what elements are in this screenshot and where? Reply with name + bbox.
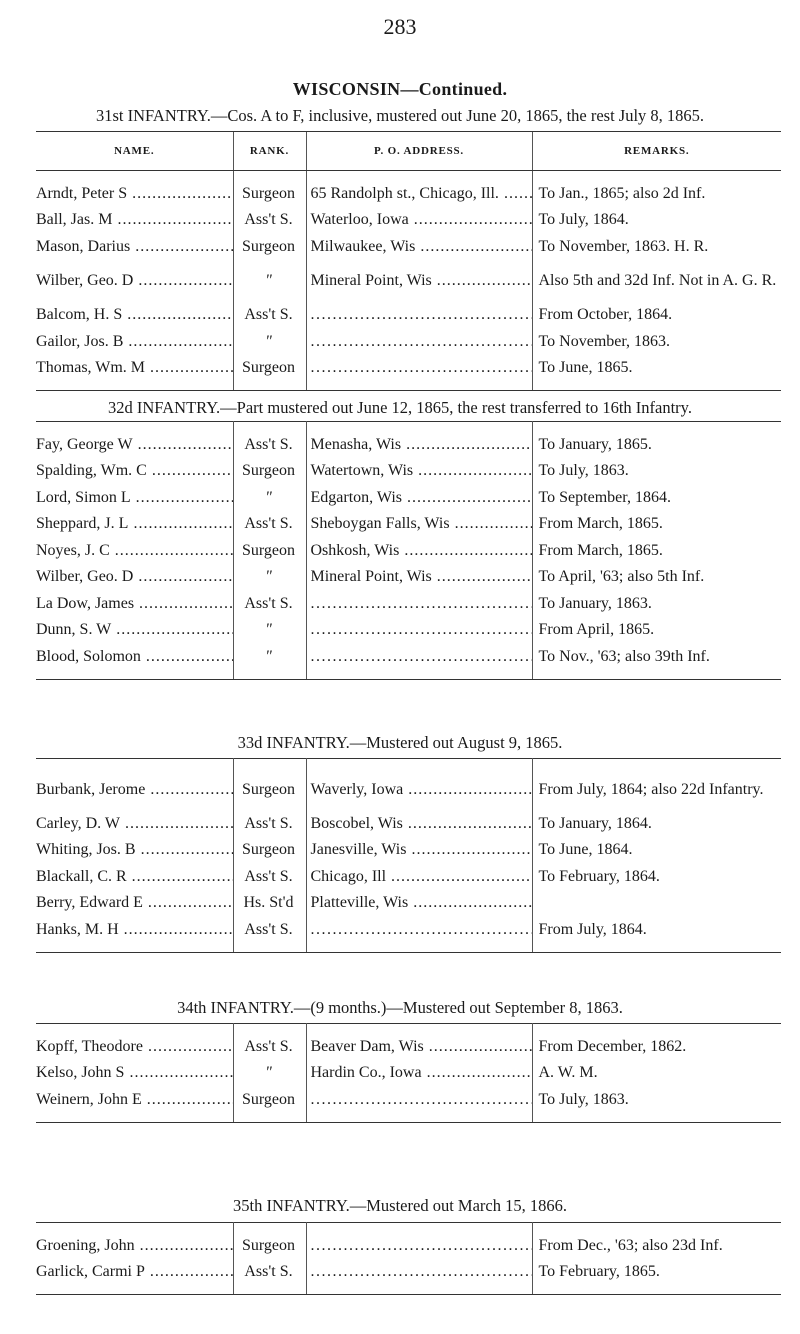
table-row xyxy=(36,356,781,391)
name-text: Mason, Darius ..... xyxy=(36,238,233,255)
name-text: Groening, John ..... xyxy=(36,1237,233,1254)
address-text: Chicago, Ill ..... xyxy=(311,868,533,885)
rank-cell: Ass't S. xyxy=(233,208,306,235)
name-cell xyxy=(36,618,233,645)
table-row xyxy=(36,565,781,592)
name-cell xyxy=(36,1087,233,1122)
name-cell xyxy=(36,1260,233,1295)
address-cell xyxy=(306,171,532,208)
rank-cell: Surgeon xyxy=(233,538,306,565)
remarks-cell: From Dec., '63; also 23d Inf. xyxy=(532,1223,781,1260)
remarks-cell: From October, 1864. xyxy=(532,303,781,330)
remarks-cell: To June, 1864. xyxy=(532,838,781,865)
name-cell xyxy=(36,759,233,812)
address-cell xyxy=(306,591,532,618)
remarks-cell: To July, 1864. xyxy=(532,208,781,235)
address-text: Mineral Point, Wis ..... xyxy=(311,272,533,289)
address-text: Beaver Dam, Wis ..... xyxy=(311,1038,533,1055)
remarks-cell: To July, 1863. xyxy=(532,459,781,486)
table-row xyxy=(36,1087,781,1122)
remarks-cell xyxy=(532,891,781,918)
address-cell xyxy=(306,917,532,952)
table-row xyxy=(36,459,781,486)
name-text: Sheppard, J. L ..... xyxy=(36,515,233,532)
remarks-cell: To June, 1865. xyxy=(532,356,781,391)
section-caption: 35th INFANTRY.—Mustered out March 15, 1866. xyxy=(233,1196,567,1215)
rank-cell: Surgeon xyxy=(233,459,306,486)
address-cell xyxy=(306,891,532,918)
name-text: Berry, Edward E ..... xyxy=(36,894,233,911)
table-row xyxy=(36,1061,781,1088)
remarks-cell: To February, 1865. xyxy=(532,1260,781,1295)
name-text: Wilber, Geo. D ..... xyxy=(36,272,233,289)
address-text: Waterloo, Iowa ..... xyxy=(311,211,533,228)
name-text: Kopff, Theodore ..... xyxy=(36,1038,233,1055)
rank-cell: " xyxy=(233,618,306,645)
remarks-cell: To September, 1864. xyxy=(532,485,781,512)
address-cell xyxy=(306,234,532,261)
name-text: Carley, D. W ..... xyxy=(36,815,233,832)
table-row xyxy=(36,1260,781,1295)
address-cell xyxy=(306,459,532,486)
name-cell xyxy=(36,864,233,891)
column-header-remarks: REMARKS. xyxy=(532,132,781,171)
name-cell xyxy=(36,838,233,865)
name-cell xyxy=(36,261,233,303)
address-cell xyxy=(306,485,532,512)
rank-cell: Surgeon xyxy=(233,838,306,865)
column-header-name: NAME. xyxy=(36,132,233,171)
name-text: Thomas, Wm. M ..... xyxy=(36,359,233,376)
name-cell xyxy=(36,1061,233,1088)
address-text: Menasha, Wis ..... xyxy=(311,436,533,453)
table-row xyxy=(36,1223,781,1260)
address-cell xyxy=(306,864,532,891)
section-caption: 31st INFANTRY.—Cos. A to F, inclusive, mustered out June 20, 1865, the rest July 8, 1865. xyxy=(95,106,705,125)
table-row xyxy=(36,538,781,565)
roster-table xyxy=(36,758,781,953)
address-cell xyxy=(306,838,532,865)
page-number: 283 xyxy=(383,14,417,39)
name-cell xyxy=(36,512,233,539)
name-text: La Dow, James ..... xyxy=(36,595,233,612)
table-row xyxy=(36,917,781,952)
address-text: Waverly, Iowa ..... xyxy=(311,781,533,798)
table-row xyxy=(36,644,781,679)
remarks-cell: To February, 1864. xyxy=(532,864,781,891)
name-text: Noyes, J. C ..... xyxy=(36,542,233,559)
roster-table xyxy=(36,1222,781,1295)
name-text: Blackall, C. R ..... xyxy=(36,868,233,885)
name-text: Garlick, Carmi P ..... xyxy=(36,1263,233,1280)
address-cell xyxy=(306,261,532,303)
name-cell xyxy=(36,208,233,235)
name-cell xyxy=(36,917,233,952)
name-text: Hanks, M. H ..... xyxy=(36,921,233,938)
remarks-cell: From March, 1865. xyxy=(532,538,781,565)
name-text: Lord, Simon L ..... xyxy=(36,489,233,506)
name-cell xyxy=(36,1223,233,1260)
table-row xyxy=(36,261,781,303)
address-cell xyxy=(306,618,532,645)
name-cell xyxy=(36,538,233,565)
rank-cell: Ass't S. xyxy=(233,1024,306,1061)
section-caption: 32d INFANTRY.—Part mustered out June 12, 1865, the rest transferred to 16th Infantry. xyxy=(108,398,692,417)
name-text: Gailor, Jos. B ..... xyxy=(36,333,233,350)
address-cell xyxy=(306,356,532,391)
name-text: Whiting, Jos. B ..... xyxy=(36,841,233,858)
remarks-cell: From December, 1862. xyxy=(532,1024,781,1061)
section-caption: 33d INFANTRY.—Mustered out August 9, 1865. xyxy=(237,733,563,752)
table-row xyxy=(36,591,781,618)
address-text: Janesville, Wis ..... xyxy=(311,841,533,858)
name-text: Dunn, S. W ..... xyxy=(36,621,233,638)
table-row xyxy=(36,171,781,208)
name-cell xyxy=(36,644,233,679)
name-text: Balcom, H. S ..... xyxy=(36,306,233,323)
address-text: 65 Randolph st., Chicago, Ill. ..... xyxy=(311,185,533,202)
address-text: Sheboygan Falls, Wis ..... xyxy=(311,515,533,532)
name-cell xyxy=(36,565,233,592)
rank-cell: Ass't S. xyxy=(233,303,306,330)
page-heading: WISCONSIN—Continued. xyxy=(292,79,508,99)
remarks-cell: Also 5th and 32d Inf. Not in A. G. R. xyxy=(532,261,781,303)
name-text: Kelso, John S ..... xyxy=(36,1064,233,1081)
address-text: Oshkosh, Wis ..... xyxy=(311,542,533,559)
rank-cell: Ass't S. xyxy=(233,864,306,891)
name-cell xyxy=(36,459,233,486)
rank-cell: " xyxy=(233,261,306,303)
remarks-cell: From March, 1865. xyxy=(532,512,781,539)
address-cell xyxy=(306,565,532,592)
address-cell xyxy=(306,208,532,235)
address-cell xyxy=(306,1087,532,1122)
remarks-cell: To November, 1863. xyxy=(532,329,781,356)
address-text: Watertown, Wis ..... xyxy=(311,462,533,479)
table-row xyxy=(36,759,781,812)
rank-cell: Ass't S. xyxy=(233,591,306,618)
roster-table xyxy=(36,131,781,391)
table-header-row xyxy=(36,132,781,171)
rank-cell: Hs. St'd xyxy=(233,891,306,918)
rank-cell: " xyxy=(233,565,306,592)
table-row xyxy=(36,512,781,539)
rank-cell: Surgeon xyxy=(233,1087,306,1122)
rank-cell: " xyxy=(233,1061,306,1088)
remarks-cell: A. W. M. xyxy=(532,1061,781,1088)
table-row xyxy=(36,485,781,512)
name-cell xyxy=(36,891,233,918)
remarks-cell: To Jan., 1865; also 2d Inf. xyxy=(532,171,781,208)
remarks-cell: To April, '63; also 5th Inf. xyxy=(532,565,781,592)
remarks-cell: To November, 1863. H. R. xyxy=(532,234,781,261)
remarks-cell: From July, 1864. xyxy=(532,917,781,952)
name-text: Ball, Jas. M ..... xyxy=(36,211,233,228)
remarks-cell: To July, 1863. xyxy=(532,1087,781,1122)
rank-cell: Ass't S. xyxy=(233,1260,306,1295)
table-row xyxy=(36,1024,781,1061)
name-cell xyxy=(36,329,233,356)
table-row xyxy=(36,303,781,330)
name-text: Burbank, Jerome ..... xyxy=(36,781,233,798)
name-cell xyxy=(36,356,233,391)
table-row xyxy=(36,234,781,261)
rank-cell: Ass't S. xyxy=(233,811,306,838)
rank-cell: Surgeon xyxy=(233,234,306,261)
section-caption: 34th INFANTRY.—(9 months.)—Mustered out September 8, 1863. xyxy=(177,998,623,1017)
address-cell xyxy=(306,512,532,539)
name-text: Spalding, Wm. C ..... xyxy=(36,462,233,479)
rank-cell: " xyxy=(233,485,306,512)
address-text: Edgarton, Wis ..... xyxy=(311,489,533,506)
address-text: Milwaukee, Wis ..... xyxy=(311,238,533,255)
table-row xyxy=(36,838,781,865)
column-header-rank: RANK. xyxy=(233,132,306,171)
name-text: Fay, George W ..... xyxy=(36,436,233,453)
table-row xyxy=(36,811,781,838)
name-cell xyxy=(36,1024,233,1061)
address-text: Mineral Point, Wis ..... xyxy=(311,568,533,585)
address-cell xyxy=(306,759,532,812)
address-cell xyxy=(306,1260,532,1295)
table-row xyxy=(36,618,781,645)
address-cell xyxy=(306,1061,532,1088)
name-cell xyxy=(36,303,233,330)
name-cell xyxy=(36,171,233,208)
rank-cell: " xyxy=(233,644,306,679)
rank-cell: Surgeon xyxy=(233,759,306,812)
remarks-cell: To January, 1864. xyxy=(532,811,781,838)
table-row xyxy=(36,422,781,459)
address-cell xyxy=(306,811,532,838)
name-cell xyxy=(36,485,233,512)
remarks-cell: From April, 1865. xyxy=(532,618,781,645)
name-text: Blood, Solomon ..... xyxy=(36,648,233,665)
table-row xyxy=(36,208,781,235)
address-text: Boscobel, Wis ..... xyxy=(311,815,533,832)
address-cell xyxy=(306,422,532,459)
rank-cell: " xyxy=(233,329,306,356)
name-text: Arndt, Peter S ..... xyxy=(36,185,233,202)
address-cell xyxy=(306,538,532,565)
roster-table xyxy=(36,421,781,680)
name-cell xyxy=(36,422,233,459)
name-text: Weinern, John E ..... xyxy=(36,1091,233,1108)
table-row xyxy=(36,864,781,891)
rank-cell: Surgeon xyxy=(233,356,306,391)
remarks-cell: To Nov., '63; also 39th Inf. xyxy=(532,644,781,679)
address-text: Platteville, Wis ..... xyxy=(311,894,533,911)
name-cell xyxy=(36,234,233,261)
remarks-cell: To January, 1865. xyxy=(532,422,781,459)
remarks-cell: To January, 1863. xyxy=(532,591,781,618)
address-cell xyxy=(306,329,532,356)
address-text: Hardin Co., Iowa ..... xyxy=(311,1064,533,1081)
column-header-address: P. O. ADDRESS. xyxy=(306,132,532,171)
table-row xyxy=(36,891,781,918)
roster-table xyxy=(36,1023,781,1123)
address-cell xyxy=(306,1223,532,1260)
name-cell xyxy=(36,591,233,618)
name-cell xyxy=(36,811,233,838)
address-cell xyxy=(306,1024,532,1061)
name-text: Wilber, Geo. D ..... xyxy=(36,568,233,585)
rank-cell: Ass't S. xyxy=(233,422,306,459)
address-cell xyxy=(306,644,532,679)
remarks-cell: From July, 1864; also 22d Infantry. xyxy=(532,759,781,812)
rank-cell: Ass't S. xyxy=(233,917,306,952)
rank-cell: Surgeon xyxy=(233,1223,306,1260)
rank-cell: Surgeon xyxy=(233,171,306,208)
table-row xyxy=(36,329,781,356)
address-cell xyxy=(306,303,532,330)
rank-cell: Ass't S. xyxy=(233,512,306,539)
